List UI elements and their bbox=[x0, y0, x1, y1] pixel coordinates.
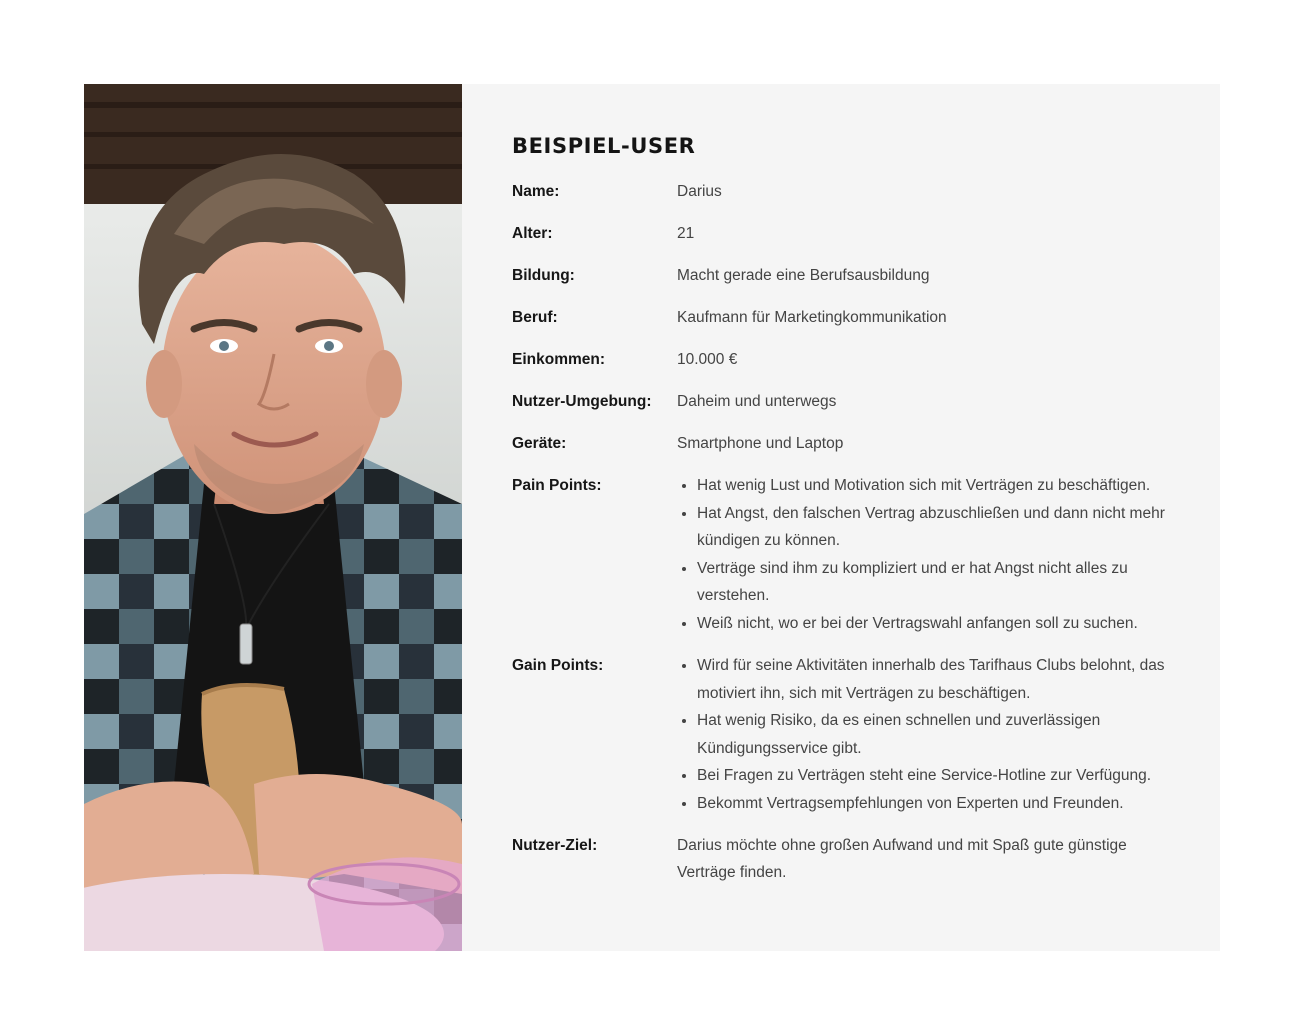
gain-points-value bbox=[677, 652, 1180, 817]
nutzer-ziel-label: Nutzer-Ziel: bbox=[512, 837, 598, 854]
beruf-label: Beruf: bbox=[512, 309, 558, 326]
persona-title: BEISPIEL-USER bbox=[512, 134, 696, 158]
nutzer-ziel-value: Darius möchte ohne großen Aufwand und mit Spaß gute günstige Verträge finden. bbox=[677, 837, 1127, 881]
row-beruf bbox=[512, 304, 1180, 331]
row-alter bbox=[512, 220, 1180, 247]
beruf-value: Kaufmann für Marketingkommunikation bbox=[677, 309, 947, 326]
name-value: Darius bbox=[677, 183, 722, 200]
pain-point-item: • Hat wenig Lust und Motivation sich mit Verträgen zu beschäftigen. bbox=[697, 472, 1180, 500]
nutzer-umgebung-value: Daheim und unterwegs bbox=[677, 393, 837, 410]
row-nutzer-ziel bbox=[512, 832, 1180, 886]
bildung-value: Macht gerade eine Berufsausbildung bbox=[677, 267, 930, 284]
geraete-label: Geräte: bbox=[512, 435, 567, 452]
bildung-label: Bildung: bbox=[512, 267, 575, 284]
pain-points-label: Pain Points: bbox=[512, 477, 602, 494]
nutzer-umgebung-label: Nutzer-Umgebung: bbox=[512, 393, 652, 410]
row-geraete bbox=[512, 430, 1180, 457]
persona-photo-illustration bbox=[84, 84, 462, 951]
gain-points-label: Gain Points: bbox=[512, 657, 604, 674]
geraete-value: Smartphone und Laptop bbox=[677, 435, 844, 452]
gain-points-list bbox=[677, 652, 1180, 817]
einkommen-value: 10.000 € bbox=[677, 351, 738, 368]
gain-point-item: • Bekommt Vertragsempfehlungen von Experten und Freunden. bbox=[697, 790, 1180, 818]
row-bildung bbox=[512, 262, 1180, 289]
name-label: Name: bbox=[512, 183, 560, 200]
gain-point-item: • Hat wenig Risiko, da es einen schnellen und zuverlässigen Kündigungsservice gibt. bbox=[697, 707, 1180, 762]
row-einkommen bbox=[512, 346, 1180, 373]
gain-point-item: • Wird für seine Aktivitäten innerhalb des Tarifhaus Clubs belohnt, das motiviert ihn, sich mit Verträgen zu beschäftigen. bbox=[697, 652, 1180, 707]
alter-label: Alter: bbox=[512, 225, 553, 242]
pain-points-value bbox=[677, 472, 1180, 637]
persona-info bbox=[462, 84, 1220, 951]
persona-photo bbox=[84, 84, 462, 951]
pain-point-item: • Weiß nicht, wo er bei der Vertragswahl anfangen soll zu suchen. bbox=[697, 610, 1180, 638]
pain-point-item: • Verträge sind ihm zu kompliziert und er hat Angst nicht alles zu verstehen. bbox=[697, 555, 1180, 610]
pain-point-item: • Hat Angst, den falschen Vertrag abzuschließen und dann nicht mehr kündigen zu können. bbox=[697, 500, 1180, 555]
alter-value: 21 bbox=[677, 225, 695, 242]
row-gain-points bbox=[512, 652, 1180, 817]
row-pain-points bbox=[512, 472, 1180, 637]
row-nutzer-umgebung bbox=[512, 388, 1180, 415]
gain-point-item: • Bei Fragen zu Verträgen steht eine Service-Hotline zur Verfügung. bbox=[697, 762, 1180, 790]
persona-card bbox=[84, 84, 1220, 951]
einkommen-label: Einkommen: bbox=[512, 351, 606, 368]
pain-points-list bbox=[677, 472, 1180, 637]
row-name bbox=[512, 178, 1180, 205]
